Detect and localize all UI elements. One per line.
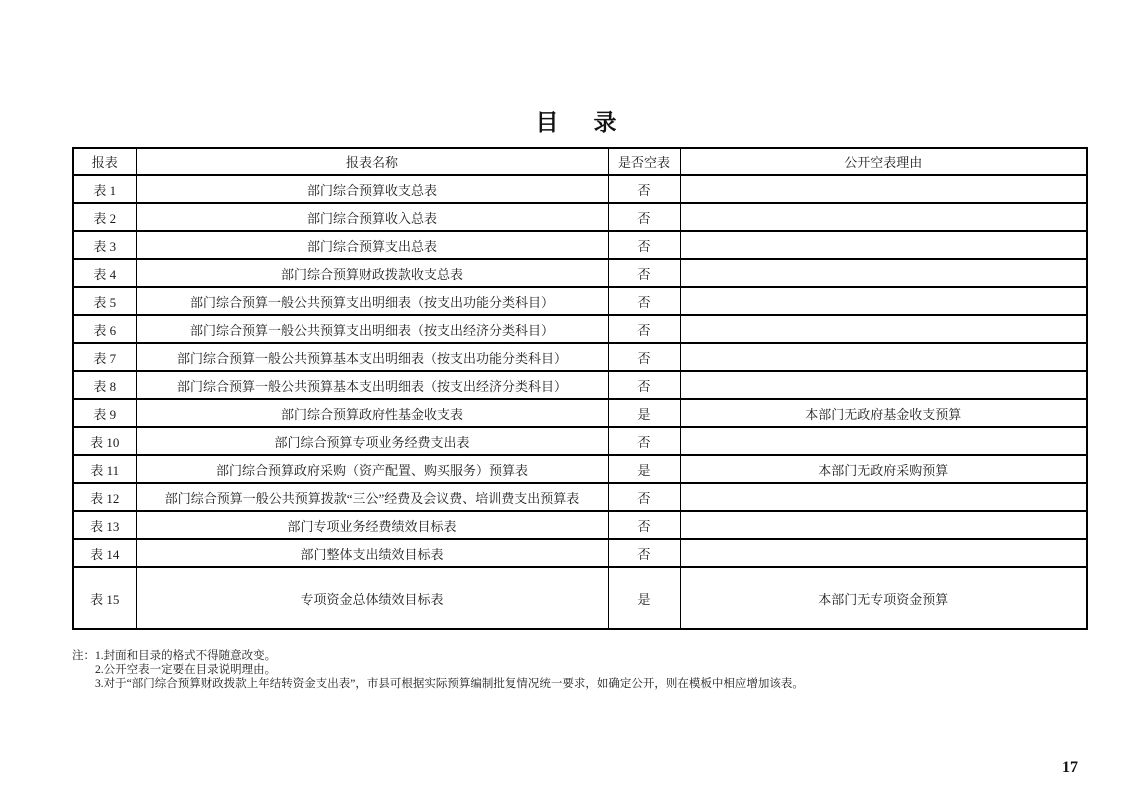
row-reason-cell [680, 259, 1087, 287]
header-row [73, 148, 1087, 175]
row-reason-cell: 本部门无专项资金预算 [680, 567, 1087, 629]
row-id-cell: 表 5 [73, 287, 136, 315]
table-header [73, 148, 1087, 175]
col-header-is-empty: 是否空表 [608, 148, 680, 175]
row-name-cell: 部门综合预算收支总表 [136, 175, 608, 203]
table-row [73, 539, 1087, 567]
table-row [73, 175, 1087, 203]
row-reason-cell [680, 483, 1087, 511]
row-id-cell: 表 3 [73, 231, 136, 259]
row-id-cell: 表 15 [73, 567, 136, 629]
note-item: 2.公开空表一定要在目录说明理由。 [95, 663, 277, 676]
row-reason-cell [680, 427, 1087, 455]
table-row [73, 203, 1087, 231]
row-empty-cell: 是 [608, 455, 680, 483]
row-reason-cell [680, 511, 1087, 539]
table-row [73, 287, 1087, 315]
row-id-cell: 表 13 [73, 511, 136, 539]
row-empty-cell: 否 [608, 483, 680, 511]
row-reason-cell [680, 203, 1087, 231]
table-row [73, 371, 1087, 399]
row-name-cell: 部门综合预算一般公共预算基本支出明细表（按支出功能分类科目） [136, 343, 608, 371]
row-id-cell: 表 2 [73, 203, 136, 231]
row-empty-cell: 否 [608, 539, 680, 567]
table-row [73, 427, 1087, 455]
row-empty-cell: 是 [608, 567, 680, 629]
row-name-cell: 部门综合预算一般公共预算基本支出明细表（按支出经济分类科目） [136, 371, 608, 399]
table-row [73, 399, 1087, 427]
row-id-cell: 表 12 [73, 483, 136, 511]
row-name-cell: 部门综合预算政府采购（资产配置、购买服务）预算表 [136, 455, 608, 483]
table-row [73, 567, 1087, 629]
col-header-report: 报表 [73, 148, 136, 175]
col-header-report-name: 报表名称 [136, 148, 608, 175]
notes-label: 注： [72, 650, 95, 662]
row-id-cell: 表 11 [73, 455, 136, 483]
row-id-cell: 表 9 [73, 399, 136, 427]
row-name-cell: 部门综合预算专项业务经费支出表 [136, 427, 608, 455]
row-id-cell: 表 1 [73, 175, 136, 203]
table-row [73, 511, 1087, 539]
row-reason-cell [680, 315, 1087, 343]
row-empty-cell: 否 [608, 343, 680, 371]
row-name-cell: 部门专项业务经费绩效目标表 [136, 511, 608, 539]
row-id-cell: 表 7 [73, 343, 136, 371]
row-name-cell: 部门整体支出绩效目标表 [136, 539, 608, 567]
row-empty-cell: 否 [608, 511, 680, 539]
notes [72, 650, 804, 691]
row-id-cell: 表 14 [73, 539, 136, 567]
row-empty-cell: 否 [608, 427, 680, 455]
row-empty-cell: 否 [608, 175, 680, 203]
row-empty-cell: 否 [608, 287, 680, 315]
row-empty-cell: 否 [608, 371, 680, 399]
row-reason-cell [680, 175, 1087, 203]
row-reason-cell [680, 231, 1087, 259]
row-reason-cell: 本部门无政府采购预算 [680, 455, 1087, 483]
row-empty-cell: 是 [608, 399, 680, 427]
row-id-cell: 表 8 [73, 371, 136, 399]
table-row [73, 315, 1087, 343]
table-row [73, 343, 1087, 371]
row-name-cell: 专项资金总体绩效目标表 [136, 567, 608, 629]
row-id-cell: 表 10 [73, 427, 136, 455]
row-name-cell: 部门综合预算一般公共预算拨款“三公”经费及会议费、培训费支出预算表 [136, 483, 608, 511]
table-row [73, 259, 1087, 287]
toc-table [72, 147, 1088, 630]
row-empty-cell: 否 [608, 203, 680, 231]
note-item: 3.对于“部门综合预算财政拨款上年结转资金支出表”，市县可根据实际预算编制批复情况统一要求，如确定公开，则在模板中相应增加该表。 [95, 677, 804, 690]
page-number: 17 [1062, 759, 1078, 776]
row-name-cell: 部门综合预算财政拨款收支总表 [136, 259, 608, 287]
row-empty-cell: 否 [608, 315, 680, 343]
row-name-cell: 部门综合预算政府性基金收支表 [136, 399, 608, 427]
row-name-cell: 部门综合预算一般公共预算支出明细表（按支出经济分类科目） [136, 315, 608, 343]
row-reason-cell [680, 371, 1087, 399]
row-reason-cell [680, 539, 1087, 567]
note-item: 1.封面和目录的格式不得随意改变。 [95, 650, 277, 662]
row-id-cell: 表 6 [73, 315, 136, 343]
row-id-cell: 表 4 [73, 259, 136, 287]
notes-items [95, 650, 804, 691]
row-name-cell: 部门综合预算支出总表 [136, 231, 608, 259]
table-body [73, 175, 1087, 629]
page-title: 目 录 [535, 110, 623, 135]
row-empty-cell: 否 [608, 231, 680, 259]
table-row [73, 483, 1087, 511]
row-reason-cell [680, 343, 1087, 371]
table-row [73, 455, 1087, 483]
row-name-cell: 部门综合预算收入总表 [136, 203, 608, 231]
row-reason-cell [680, 287, 1087, 315]
col-header-empty-reason: 公开空表理由 [680, 148, 1087, 175]
row-empty-cell: 否 [608, 259, 680, 287]
row-name-cell: 部门综合预算一般公共预算支出明细表（按支出功能分类科目） [136, 287, 608, 315]
row-reason-cell: 本部门无政府基金收支预算 [680, 399, 1087, 427]
table-row [73, 231, 1087, 259]
